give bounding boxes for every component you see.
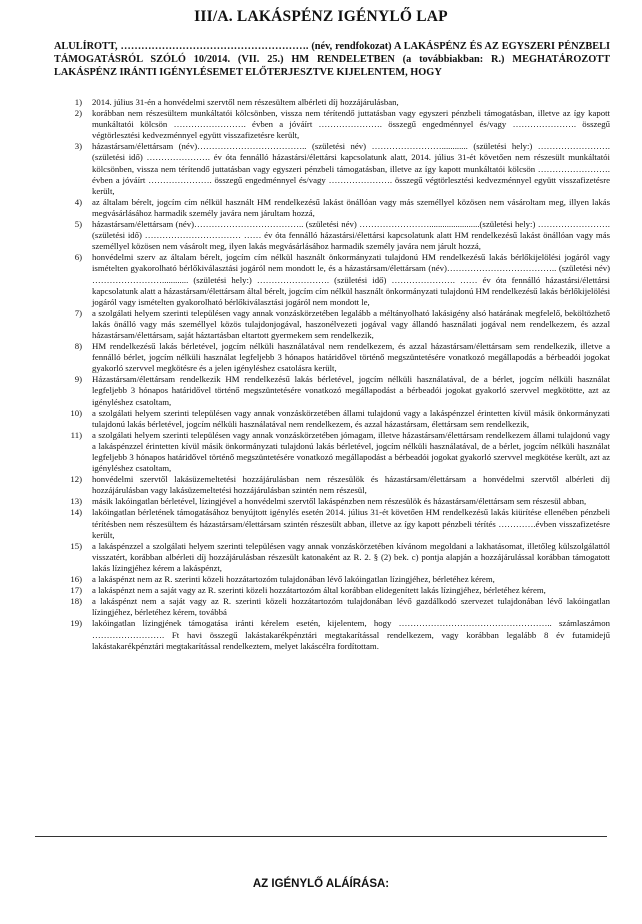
item-text: lakóingatlan lízingjének támogatása iránti kérelem esetén, kijelentem, hogy …………………………………………….. számlaszámon ……………………. Ft havi összegű lakástakarékpénztári megtakarítással rendelkezem, vagy korábban legalább 8 év futamidejű lakástakarékpénztári megtakarítással rendelkeztem, melyet lakáscélra fordítottam. xyxy=(92,618,610,651)
item-number: 4) xyxy=(74,196,82,207)
item-text: a lakáspénzt nem a saját vagy az R. szerinti közeli hozzátartozóm által korábban elidegenített lakás lízingjéhez, bérletéhez kérem, xyxy=(92,585,546,596)
item-text: HM rendelkezésű lakás bérletével, jogcím nélküli használatával nem rendelkezem, és azzal házastársam/élettársam sem rendelkezik, illetve a fennálló bérlet, jogcím nélküli használat legfeljebb 3 hónapos határidővel történő megszüntetésére vonatkozó megállapodás a bérbeadói jogokat gyakorló szervvel megkötésre és a jelen igényléshez csatolásra került, xyxy=(92,341,610,374)
item-text: másik lakóingatlan bérletével, lízingjével a honvédelmi szervtől lakáspénzben nem részesülök és házastársam/élettársam sem részesül abban, xyxy=(92,496,587,507)
item-number: 16) xyxy=(70,574,82,585)
declaration-item xyxy=(54,430,610,474)
declaration-item xyxy=(54,596,610,618)
item-number: 6) xyxy=(74,252,82,263)
item-number: 1) xyxy=(74,97,82,107)
item-text: korábban nem részesültem munkáltatói kölcsönben, vissza nem térítendő juttatásban vagy egyszeri pénzbeli támogatásban, illetve az így kapott munkáltatói kölcsön ……………………. évben a jóváírt …………………. összegű engedménnyel és/vagy …………………. összegű végtörlesztési kedvezménnyel együtt visszafizetésre került, xyxy=(92,108,610,141)
declaration-item xyxy=(54,341,610,374)
item-text: az általam bérelt, jogcím cím nélkül használt HM rendelkezésű lakást önállóan vagy más személlyel közösen nem vásároltam meg, illyen lakás megvásárlásához harmadik személy javára nem járultam hozzá, xyxy=(92,196,610,218)
item-number: 18) xyxy=(70,596,82,607)
declaration-item xyxy=(54,374,610,407)
item-text: a szolgálati helyem szerinti településen vagy annak vonzáskörzetében jómagam, illetve házastársam/élettársam rendelkezem állami tulajdonú vagy a lakáspénzzel érintetten kívül másik önkormányzati tulajdonú lakás bérletével, jogcím nélküli használatával, de a bérlet, jogcím nélküli használat legfeljebb 3 hónapos határidővel történő megszüntetésére vonatkozó megállapodást a bérbeadói jogokat gyakorló szervvel megkötése került, azt az igényléshez csatoltam, xyxy=(92,429,610,474)
declaration-item xyxy=(54,474,610,496)
item-text: a lakáspénzt nem a saját vagy az R. szerinti közeli hozzátartozóm tulajdonában lévő gazdálkodó szervezet tulajdonában lévő lakóingatlan lízingjéhez, bérletéhez kérem, továbbá xyxy=(92,596,610,618)
declaration-item xyxy=(54,141,610,196)
item-number: 15) xyxy=(70,540,82,551)
item-text: honvédelmi szerv az általam bérelt, jogcím cím nélkül használt önkormányzati tulajdonú HM rendelkezésű lakás bérlőkijelölési jogáról vagy ismételten gyakorolható bérlőkiválasztási jogáról nem mondott le, és a házastársam/élettársam (név)……………………………….. (születési név) ……………………............ (születési hely:) ……………………. (születési idő) …………………. …… év óta fennálló házastársi/élettársi kapcsolatunk alatt a házastársam/élettársam által bérelt, jogcím cím nélkül használt önkormányzati tulajdonú HM rendelkezésű lakás bérlőkijelölési jogáról vagy ismételten gyakorolható bérlőkiválasztási jogáról nem mondott le, xyxy=(92,252,610,307)
item-text: házastársam/élettársam (név)……………………………….. (születési név) ……………………............ (születési hely:) ……………………. (születési idő) …………………. év óta fennálló házastársi/élettársi kapcsolatunk alatt, 2014. július 31-ét követően nem részesült munkáltatói kölcsönben, vissza nem térítendő juttatásban vagy egyszeri pénzbeli támogatásban, illetve az így kapott munkáltatói kölcsön ……………………. évben a jóváírt …………………. összegű engedménnyel és/vagy …………………. összegű végtörlesztési kedvezménnyel együtt visszafizetésre került, xyxy=(92,141,610,196)
declaration-item xyxy=(54,618,610,651)
item-number: 3) xyxy=(74,141,82,152)
declaration-item xyxy=(54,197,610,219)
item-text: Házastársam/élettársam rendelkezik HM rendelkezésű lakás bérletével, jogcím nélküli használatával, de a bérlet, jogcím nélküli használat legfeljebb 3 hónapos határidővel történő megszüntetésére vonatkozó megállapodást a bérbeadói jogokat gyakorló szervvel megkötötte, azt az igényléshez csatoltam, xyxy=(92,374,610,407)
intro-statement: ALULÍROTT, ………………………………………………. (név, rendfokozat) A LAKÁSPÉNZ ÉS AZ EGYSZERI PÉNZBELI TÁMOGATÁSRÓL SZÓLÓ 10/2014. (VII. 25.) HM RENDELETBEN (a továbbiakban: R.) MEGHATÁROZOTT LAKÁSPÉNZ IRÁNTI IGÉNYLÉSEMET ELŐTERJESZTVE KIJELENTEM, HOGY xyxy=(54,41,610,79)
item-number: 12) xyxy=(70,474,82,485)
declaration-item xyxy=(54,585,610,596)
declaration-item xyxy=(54,574,610,585)
item-number: 11) xyxy=(70,429,82,440)
declaration-item xyxy=(54,219,610,252)
item-text: a lakáspénzzel a szolgálati helyem szerinti településen vagy annak vonzáskörzetében kívánom megoldani a lakhatásomat, illetőleg külszolgálattól visszatért, korábban albérleti díj hozzájárulásban részesült katonaként az R. 2. § (2) bek. c) pontja alapján a hozzájárulással korábban támogatott lakás lízingjéhez kérem a lakáspénzt, xyxy=(92,540,610,573)
item-text: a szolgálati helyem szerinti településen vagy annak vonzáskörzetében legalább a méltányolható lakásigény alsó határának megfelelő, beköltözhető lakás önálló vagy más személlyel közös tulajdonjogával, haszonélvezeti jogával vagy állandó használati jogával nem rendelkezem, és azzal házastársam/élettársam, saját háztartásban eltartott gyermekem sem rendelkezik, xyxy=(92,307,610,340)
item-number: 8) xyxy=(74,341,82,352)
signature-label: AZ IGÉNYLŐ ALÁÍRÁSA: xyxy=(252,878,390,890)
item-text: házastársam/élettársam (név)……………………………….. (születési név) …………………….......................(születési hely:) ……………………. (születési idő) …………………………… …… év óta fennálló házastársi/élettársi kapcsolatunk alatt HM rendelkezésű lakást önállóan vagy más személlyel közösen nem vásárolt meg, ilyen lakás megvásárlásához harmadik személy javára nem járult hozzá, xyxy=(92,219,610,252)
declaration-item xyxy=(54,541,610,574)
item-number: 13) xyxy=(70,496,82,507)
item-number: 5) xyxy=(74,219,82,230)
item-number: 17) xyxy=(70,585,82,596)
declaration-item xyxy=(54,408,610,430)
item-text: lakóingatlan bérletének támogatásához benyújtott igénylés esetén 2014. július 31-ét követően HM rendelkezésű lakás kiürítése ellenében pénzbeli térítésben nem részesültem és házastársam/élettársam szintén részesült abban, illetve az így kapott pénzbeli térítés ………….évben visszafizetésre került, xyxy=(92,507,610,540)
declaration-item xyxy=(54,308,610,341)
item-text: a lakáspénzt nem az R. szerinti közeli hozzátartozóm tulajdonában lévő lakóingatlan lízingjéhez, bérletéhez kérem, xyxy=(92,574,495,585)
declaration-item xyxy=(54,507,610,540)
item-text: honvédelmi szervtől lakásüzemeltetési hozzájárulásban nem részesülök és házastársam/élettársam a honvédelmi szervtől albérleti díj hozzájárulásban vagy lakásüzemeltetési hozzájárulásban szintén nem részesül, xyxy=(92,474,610,496)
item-number: 10) xyxy=(70,407,82,418)
item-text: a szolgálati helyem szerinti településen vagy annak vonzáskörzetében állami tulajdonú vagy a lakáspénzzel érintetten kívül másik önkormányzati tulajdonú lakás bérletével, jogcím nélküli használatával nem rendelkezem, és azzal házastársam, élettársam sem rendelkezik, xyxy=(92,407,610,429)
declaration-item xyxy=(54,108,610,141)
declaration-item xyxy=(54,252,610,307)
declaration-list xyxy=(54,97,610,652)
item-number: 2) xyxy=(74,108,82,119)
item-text: 2014. július 31-én a honvédelmi szervtől nem részesültem albérleti díj hozzájárulásban, xyxy=(92,97,399,107)
declaration-item xyxy=(54,97,610,108)
item-number: 7) xyxy=(74,307,82,318)
declaration-item xyxy=(54,496,610,507)
page-title: III/A. LAKÁSPÉNZ IGÉNYLŐ LAP xyxy=(194,8,448,25)
item-number: 9) xyxy=(74,374,82,385)
item-number: 19) xyxy=(70,618,82,629)
item-number: 14) xyxy=(70,507,82,518)
separator-line xyxy=(35,836,607,837)
